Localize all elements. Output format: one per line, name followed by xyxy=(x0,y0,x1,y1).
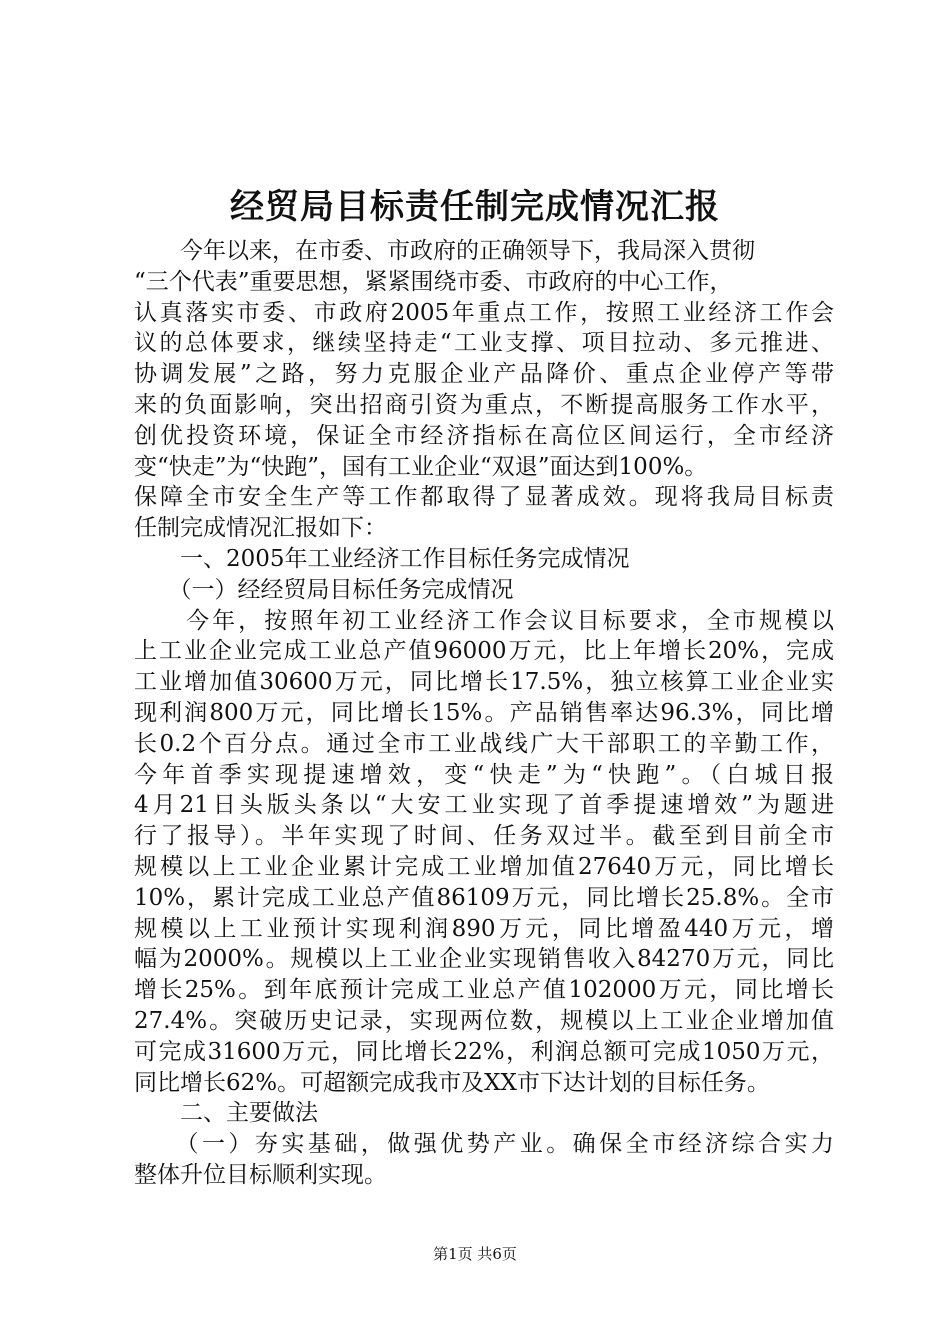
document-body xyxy=(134,236,834,1191)
text-line: 议的总体要求，继续坚持走“工业支撑、项目拉动、多元推进、 xyxy=(134,330,834,357)
text-line: 工业增加值30600万元，同比增长17.5%，独立核算工业企业实 xyxy=(134,669,834,696)
text-line: “三个代表”重要思想，紧紧围绕市委、市政府的中心工作， xyxy=(134,268,733,295)
text-line: 10%，累计完成工业总产值86109万元，同比增长25.8%。全市 xyxy=(134,884,834,911)
text-line: 来的负面影响，突出招商引资为重点，不断提高服务工作水平， xyxy=(134,391,834,418)
text-line: 同比增长62%。可超额完成我市及XX市下达计划的目标任务。 xyxy=(134,1069,770,1096)
subsection-heading: （一）经经贸局目标任务完成情况 xyxy=(134,576,514,603)
page-number: 第1页 共6页 xyxy=(433,1245,517,1263)
text-line: 4月21日头版头条以“大安工业实现了首季提速增效”为题进 xyxy=(134,792,834,819)
text-line: 整体升位目标顺利实现。 xyxy=(134,1161,387,1188)
text-line: 长0.2个百分点。通过全市工业战线广大干部职工的辛勤工作， xyxy=(134,730,834,757)
text-line: 27.4%。突破历史记录，实现两位数，规模以上工业企业增加值 xyxy=(134,1007,834,1034)
text-line: 协调发展”之路，努力克服企业产品降价、重点企业停产等带 xyxy=(134,361,834,388)
text-line: 今年以来，在市委、市政府的正确领导下，我局深入贯彻 xyxy=(134,238,755,264)
text-line: 规模以上工业企业累计完成工业增加值27640万元，同比增长 xyxy=(134,853,834,880)
text-line: 今年首季实现提速增效，变“快走”为“快跑”。（白城日报 xyxy=(134,761,834,788)
text-line: 可完成31600万元，同比增长22%，利润总额可完成1050万元， xyxy=(134,1038,834,1065)
document-title: 经贸局目标责任制完成情况汇报 xyxy=(230,187,720,227)
text-line: 认真落实市委、市政府2005年重点工作，按照工业经济工作会 xyxy=(134,299,834,326)
text-line: （一）夯实基础，做强优势产业。确保全市经济综合实力 xyxy=(134,1131,834,1158)
text-line: 上工业企业完成工业总产值96000万元，比上年增长20%，完成 xyxy=(134,638,834,665)
text-line: 保障全市安全生产等工作都取得了显著成效。现将我局目标责 xyxy=(134,484,834,511)
section-heading: 一、2005年工业经济工作目标任务完成情况 xyxy=(134,545,630,572)
text-line: 幅为2000%。规模以上工业企业实现销售收入84270万元，同比 xyxy=(134,946,834,973)
text-line: 变“快走”为“快跑”，国有工业企业“双退”面达到100%。 xyxy=(134,453,708,480)
text-line: 今年，按照年初工业经济工作会议目标要求，全市规模以 xyxy=(134,607,834,634)
text-line: 规模以上工业预计实现利润890万元，同比增盈440万元，增 xyxy=(134,915,834,942)
text-line: 现利润800万元，同比增长15%。产品销售率达96.3%，同比增 xyxy=(134,699,834,726)
text-line: 增长25%。到年底预计完成工业总产值102000万元，同比增长 xyxy=(134,977,834,1004)
text-line: 行了报导）。半年实现了时间、任务双过半。截至到目前全市 xyxy=(134,823,834,850)
section-heading: 二、主要做法 xyxy=(134,1100,318,1127)
text-line: 任制完成情况汇报如下： xyxy=(134,515,387,542)
text-line: 创优投资环境，保证全市经济指标在高位区间运行，全市经济 xyxy=(134,422,834,449)
